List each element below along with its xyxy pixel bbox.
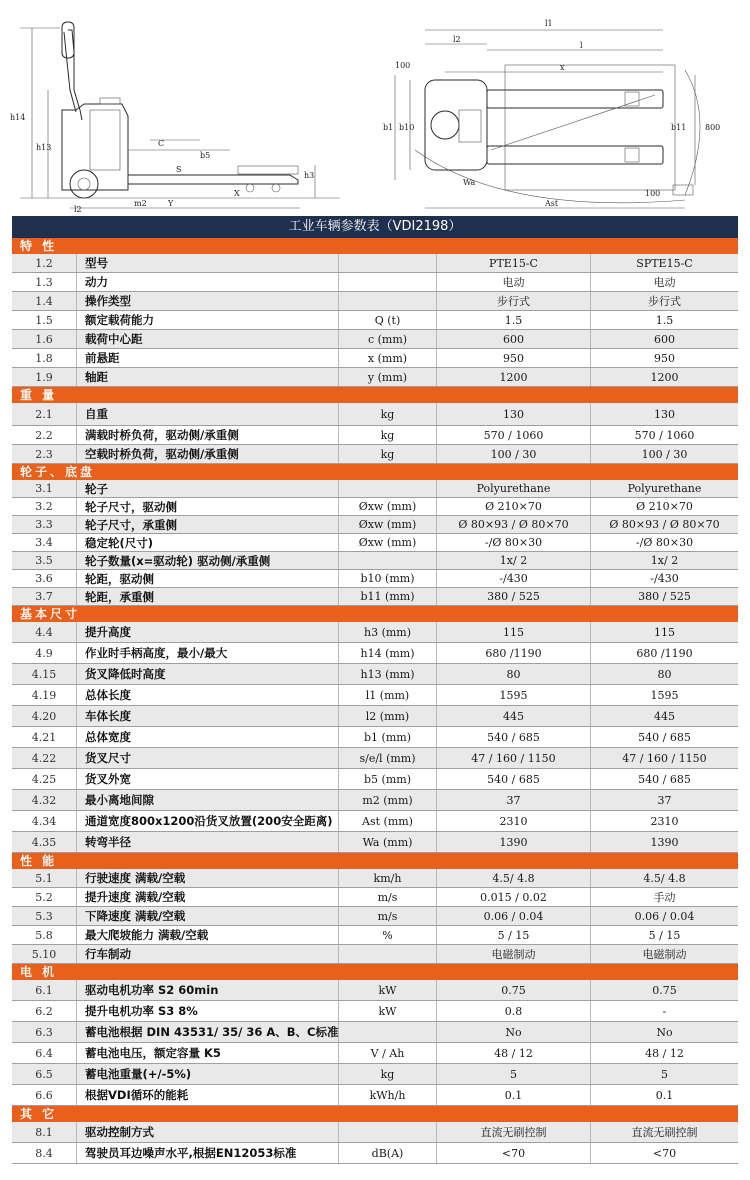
spec-row	[12, 588, 738, 606]
spec-row	[12, 480, 738, 498]
row-id: 3.3	[35, 518, 53, 531]
section-header: 电 机	[12, 964, 738, 980]
spec-row	[12, 869, 738, 888]
dim-100-top: 100	[395, 61, 411, 70]
row-value-spte15c: 0.06 / 0.04	[590, 907, 738, 925]
row-value-pte15c: 0.06 / 0.04	[436, 907, 590, 925]
row-unit: kW	[338, 980, 436, 1000]
spec-row	[12, 664, 738, 685]
row-id: 4.19	[31, 688, 57, 702]
spec-row	[12, 426, 738, 445]
dim-b10: b10	[399, 123, 415, 132]
row-value-pte15c: 4.5/ 4.8	[436, 869, 590, 887]
row-id: 4.9	[35, 646, 53, 660]
dim-l1: l1	[545, 19, 553, 28]
spec-row	[12, 311, 738, 330]
row-unit: kg	[338, 426, 436, 444]
spec-row	[12, 498, 738, 516]
row-unit	[338, 945, 436, 963]
row-value-spte15c: 1595	[590, 685, 738, 705]
spec-table	[12, 238, 738, 1164]
spec-row	[12, 1022, 738, 1043]
row-value-pte15c: 直流无刷控制	[436, 1122, 590, 1142]
row-value-pte15c: 115	[436, 622, 590, 642]
row-value-spte15c: 1200	[590, 368, 738, 386]
row-value-spte15c: SPTE15-C	[590, 254, 738, 272]
row-name: 转弯半径	[76, 832, 338, 852]
row-unit: kW	[338, 1001, 436, 1021]
row-name: 总体宽度	[76, 727, 338, 747]
row-name: 轮子	[76, 480, 338, 497]
dim-h14: h14	[10, 113, 26, 122]
row-id: 8.4	[35, 1146, 53, 1160]
spec-row	[12, 769, 738, 790]
dim-s: S	[176, 165, 182, 174]
row-id: 3.6	[35, 572, 53, 585]
row-unit: b1 (mm)	[338, 727, 436, 747]
row-value-pte15c: 5	[436, 1064, 590, 1084]
row-value-spte15c: 1x/ 2	[590, 552, 738, 569]
spec-row	[12, 330, 738, 349]
row-id: 5.2	[35, 890, 53, 904]
row-name: 自重	[76, 403, 338, 425]
row-unit	[338, 552, 436, 569]
technical-drawings	[0, 0, 750, 215]
dim-l2-top: l2	[453, 35, 461, 44]
row-id: 1.5	[35, 313, 53, 327]
row-value-spte15c: 手动	[590, 888, 738, 906]
row-name: 轮子数量(x=驱动轮) 驱动侧/承重侧	[76, 552, 338, 569]
row-value-pte15c: 80	[436, 664, 590, 684]
row-value-spte15c: 600	[590, 330, 738, 348]
row-name: 额定载荷能力	[76, 311, 338, 329]
dim-b11: b11	[671, 123, 687, 132]
row-unit	[338, 292, 436, 310]
row-id: 3.4	[35, 536, 53, 549]
row-value-spte15c: 2310	[590, 811, 738, 831]
row-unit: b11 (mm)	[338, 588, 436, 605]
row-value-spte15c: 48 / 12	[590, 1043, 738, 1063]
dim-y: Y	[168, 199, 174, 208]
row-id: 6.4	[35, 1046, 53, 1060]
dim-ast: Ast	[545, 199, 559, 208]
section-header: 其 它	[12, 1106, 738, 1122]
spec-row	[12, 1064, 738, 1085]
row-unit	[338, 480, 436, 497]
row-id: 6.2	[35, 1004, 53, 1018]
row-value-spte15c: 380 / 525	[590, 588, 738, 605]
row-value-pte15c: 0.75	[436, 980, 590, 1000]
row-name: 驱动控制方式	[76, 1122, 338, 1142]
spec-row	[12, 445, 738, 464]
row-value-spte15c: 5 / 15	[590, 926, 738, 944]
row-name: 提升电机功率 S3 8%	[76, 1001, 338, 1021]
row-name: 轴距	[76, 368, 338, 386]
side-view-drawing	[0, 0, 345, 215]
spec-row	[12, 888, 738, 907]
row-name: 提升速度 满载/空载	[76, 888, 338, 906]
row-unit: h14 (mm)	[338, 643, 436, 663]
dim-c: C	[158, 139, 165, 148]
spec-row	[12, 706, 738, 727]
row-name: 根据VDI循环的能耗	[76, 1085, 338, 1105]
row-id: 3.2	[35, 500, 53, 513]
row-name: 轮子尺寸，承重侧	[76, 516, 338, 533]
row-name: 驾驶员耳边噪声水平,根据EN12053标准	[76, 1143, 338, 1163]
row-name: 满载时桥负荷，驱动侧/承重侧	[76, 426, 338, 444]
row-value-spte15c: 电动	[590, 273, 738, 291]
row-value-pte15c: -/430	[436, 570, 590, 587]
row-value-spte15c: -	[590, 1001, 738, 1021]
spec-row	[12, 945, 738, 964]
row-name: 货叉尺寸	[76, 748, 338, 768]
spec-row	[12, 643, 738, 664]
row-id: 2.1	[35, 407, 53, 421]
spec-row	[12, 1122, 738, 1143]
row-value-pte15c: 950	[436, 349, 590, 367]
row-id: 1.8	[35, 351, 53, 365]
row-name: 型号	[76, 254, 338, 272]
dim-h13: h13	[36, 143, 52, 152]
row-value-pte15c: 0.1	[436, 1085, 590, 1105]
row-unit: b5 (mm)	[338, 769, 436, 789]
row-name: 稳定轮(尺寸)	[76, 534, 338, 551]
row-value-spte15c: <70	[590, 1143, 738, 1163]
dim-x: X	[234, 189, 240, 198]
spec-row	[12, 516, 738, 534]
row-id: 6.5	[35, 1067, 53, 1081]
row-id: 1.2	[35, 256, 53, 270]
row-value-pte15c: 0.8	[436, 1001, 590, 1021]
row-unit: m2 (mm)	[338, 790, 436, 810]
row-unit: Q (t)	[338, 311, 436, 329]
row-value-pte15c: 电动	[436, 273, 590, 291]
row-value-pte15c: 电磁制动	[436, 945, 590, 963]
row-value-pte15c: 680 /1190	[436, 643, 590, 663]
row-unit: kg	[338, 1064, 436, 1084]
row-value-spte15c: 0.1	[590, 1085, 738, 1105]
row-id: 5.8	[35, 928, 53, 942]
row-value-pte15c: 1390	[436, 832, 590, 852]
spec-row	[12, 570, 738, 588]
row-name: 车体长度	[76, 706, 338, 726]
spec-row	[12, 980, 738, 1001]
section-header: 轮子、底盘	[12, 464, 738, 480]
row-value-pte15c: Ø 210×70	[436, 498, 590, 515]
row-unit: c (mm)	[338, 330, 436, 348]
row-value-pte15c: 5 / 15	[436, 926, 590, 944]
row-value-pte15c: 540 / 685	[436, 727, 590, 747]
row-value-pte15c: 570 / 1060	[436, 426, 590, 444]
row-unit: dB(A)	[338, 1143, 436, 1163]
section-header: 重 量	[12, 387, 738, 403]
spec-row	[12, 727, 738, 748]
row-name: 轮子尺寸，驱动侧	[76, 498, 338, 515]
row-name: 操作类型	[76, 292, 338, 310]
row-value-pte15c: 600	[436, 330, 590, 348]
row-name: 蓄电池重量(+/-5%)	[76, 1064, 338, 1084]
row-name: 最小离地间隙	[76, 790, 338, 810]
row-value-pte15c: <70	[436, 1143, 590, 1163]
row-unit	[338, 1022, 436, 1042]
row-name: 行车制动	[76, 945, 338, 963]
row-unit: Øxw (mm)	[338, 516, 436, 533]
row-id: 3.1	[35, 482, 53, 495]
row-name: 货叉降低时高度	[76, 664, 338, 684]
dim-h3: h3	[304, 171, 315, 180]
row-id: 6.1	[35, 983, 53, 997]
row-unit	[338, 273, 436, 291]
row-id: 4.21	[31, 730, 57, 744]
row-value-pte15c: 1595	[436, 685, 590, 705]
dim-m2: m2	[134, 199, 147, 208]
row-id: 5.1	[35, 871, 53, 885]
row-name: 蓄电池根据 DIN 43531/ 35/ 36 A、B、C标准	[76, 1022, 338, 1042]
row-value-spte15c: 680 /1190	[590, 643, 738, 663]
spec-row	[12, 292, 738, 311]
row-unit: kWh/h	[338, 1085, 436, 1105]
row-value-spte15c: 步行式	[590, 292, 738, 310]
row-value-spte15c: 5	[590, 1064, 738, 1084]
row-unit: l1 (mm)	[338, 685, 436, 705]
row-id: 1.9	[35, 370, 53, 384]
row-value-pte15c: 540 / 685	[436, 769, 590, 789]
spec-row	[12, 273, 738, 292]
row-unit: Øxw (mm)	[338, 534, 436, 551]
dim-l: l	[580, 41, 583, 50]
row-value-pte15c: 100 / 30	[436, 445, 590, 463]
row-value-pte15c: 步行式	[436, 292, 590, 310]
row-unit: kg	[338, 403, 436, 425]
dim-b1: b1	[383, 123, 394, 132]
spec-row	[12, 534, 738, 552]
row-value-spte15c: 100 / 30	[590, 445, 738, 463]
row-value-spte15c: 950	[590, 349, 738, 367]
row-id: 2.3	[35, 447, 53, 461]
row-value-spte15c: 115	[590, 622, 738, 642]
spec-row	[12, 403, 738, 426]
row-id: 3.7	[35, 590, 53, 603]
row-id: 4.34	[31, 814, 57, 828]
spec-row	[12, 832, 738, 853]
row-value-pte15c: 380 / 525	[436, 588, 590, 605]
row-name: 轮距，承重侧	[76, 588, 338, 605]
row-unit: m/s	[338, 888, 436, 906]
row-value-pte15c: 0.015 / 0.02	[436, 888, 590, 906]
dim-b5: b5	[200, 151, 211, 160]
row-value-pte15c: 1.5	[436, 311, 590, 329]
row-value-spte15c: 540 / 685	[590, 727, 738, 747]
row-value-spte15c: 130	[590, 403, 738, 425]
dim-x-top: x	[560, 63, 565, 72]
row-unit: h13 (mm)	[338, 664, 436, 684]
row-value-spte15c: 37	[590, 790, 738, 810]
row-unit: V / Ah	[338, 1043, 436, 1063]
row-name: 驱动电机功率 S2 60min	[76, 980, 338, 1000]
row-value-spte15c: Ø 210×70	[590, 498, 738, 515]
row-value-spte15c: 电磁制动	[590, 945, 738, 963]
row-value-pte15c: 445	[436, 706, 590, 726]
row-name: 轮距，驱动侧	[76, 570, 338, 587]
dim-wa: Wa	[463, 178, 476, 187]
row-id: 4.4	[35, 625, 53, 639]
row-value-spte15c: No	[590, 1022, 738, 1042]
row-unit: Wa (mm)	[338, 832, 436, 852]
spec-row	[12, 552, 738, 570]
row-id: 1.3	[35, 275, 53, 289]
spec-row	[12, 1043, 738, 1064]
section-header: 特 性	[12, 238, 738, 254]
spec-row	[12, 622, 738, 643]
spec-row	[12, 811, 738, 832]
row-id: 5.3	[35, 909, 53, 923]
row-value-pte15c: 47 / 160 / 1150	[436, 748, 590, 768]
row-value-pte15c: -/Ø 80×30	[436, 534, 590, 551]
row-unit: h3 (mm)	[338, 622, 436, 642]
row-name: 蓄电池电压，额定容量 K5	[76, 1043, 338, 1063]
row-value-spte15c: 4.5/ 4.8	[590, 869, 738, 887]
row-name: 行驶速度 满载/空载	[76, 869, 338, 887]
row-value-pte15c: 1200	[436, 368, 590, 386]
row-value-pte15c: 2310	[436, 811, 590, 831]
dim-100-bottom: 100	[645, 189, 661, 198]
row-name: 提升高度	[76, 622, 338, 642]
spec-row	[12, 254, 738, 273]
spec-row	[12, 926, 738, 945]
row-value-pte15c: PTE15-C	[436, 254, 590, 272]
row-id: 4.20	[31, 709, 57, 723]
spec-row	[12, 368, 738, 387]
row-unit: %	[338, 926, 436, 944]
spec-row	[12, 1001, 738, 1022]
top-view-drawing	[355, 0, 745, 215]
sheet-title: 工业车辆参数表（VDI2198）	[12, 216, 738, 238]
row-value-spte15c: 80	[590, 664, 738, 684]
row-value-pte15c: 1x/ 2	[436, 552, 590, 569]
row-name: 通道宽度800x1200沿货叉放置(200安全距离)	[76, 811, 338, 831]
section-header: 基本尺寸	[12, 606, 738, 622]
row-value-spte15c: -/Ø 80×30	[590, 534, 738, 551]
row-value-spte15c: 1.5	[590, 311, 738, 329]
row-value-pte15c: Ø 80×93 / Ø 80×70	[436, 516, 590, 533]
row-value-spte15c: 0.75	[590, 980, 738, 1000]
spec-row	[12, 907, 738, 926]
row-unit: km/h	[338, 869, 436, 887]
row-unit	[338, 1122, 436, 1142]
spec-row	[12, 748, 738, 769]
row-value-pte15c: Polyurethane	[436, 480, 590, 497]
row-unit: y (mm)	[338, 368, 436, 386]
row-id: 1.4	[35, 294, 53, 308]
row-value-spte15c: 直流无刷控制	[590, 1122, 738, 1142]
row-value-pte15c: 48 / 12	[436, 1043, 590, 1063]
row-value-spte15c: Ø 80×93 / Ø 80×70	[590, 516, 738, 533]
row-id: 4.32	[31, 793, 57, 807]
spec-row	[12, 349, 738, 368]
row-name: 货叉外宽	[76, 769, 338, 789]
row-name: 空载时桥负荷，驱动侧/承重侧	[76, 445, 338, 463]
row-unit: m/s	[338, 907, 436, 925]
row-name: 载荷中心距	[76, 330, 338, 348]
row-value-pte15c: No	[436, 1022, 590, 1042]
row-id: 8.1	[35, 1125, 53, 1139]
row-unit: Øxw (mm)	[338, 498, 436, 515]
row-id: 6.6	[35, 1088, 53, 1102]
spec-row	[12, 685, 738, 706]
row-name: 前悬距	[76, 349, 338, 367]
row-value-spte15c: 47 / 160 / 1150	[590, 748, 738, 768]
row-value-spte15c: 540 / 685	[590, 769, 738, 789]
row-unit: x (mm)	[338, 349, 436, 367]
row-value-pte15c: 37	[436, 790, 590, 810]
row-unit: s/e/l (mm)	[338, 748, 436, 768]
row-id: 2.2	[35, 428, 53, 442]
row-value-spte15c: -/430	[590, 570, 738, 587]
dim-l2: l2	[74, 205, 82, 214]
row-name: 最大爬坡能力 满载/空载	[76, 926, 338, 944]
row-id: 4.22	[31, 751, 57, 765]
row-name: 动力	[76, 273, 338, 291]
spec-row	[12, 790, 738, 811]
row-name: 总体长度	[76, 685, 338, 705]
section-header: 性 能	[12, 853, 738, 869]
row-value-spte15c: Polyurethane	[590, 480, 738, 497]
row-id: 4.15	[31, 667, 57, 681]
row-id: 4.25	[31, 772, 57, 786]
row-value-spte15c: 1390	[590, 832, 738, 852]
row-id: 6.3	[35, 1025, 53, 1039]
row-id: 3.5	[35, 554, 53, 567]
row-name: 下降速度 满载/空载	[76, 907, 338, 925]
row-unit: kg	[338, 445, 436, 463]
row-value-pte15c: 130	[436, 403, 590, 425]
row-id: 4.35	[31, 835, 57, 849]
row-id: 1.6	[35, 332, 53, 346]
row-value-spte15c: 445	[590, 706, 738, 726]
row-unit	[338, 254, 436, 272]
row-unit: l2 (mm)	[338, 706, 436, 726]
row-unit: Ast (mm)	[338, 811, 436, 831]
spec-row	[12, 1085, 738, 1106]
row-name: 作业时手柄高度，最小/最大	[76, 643, 338, 663]
row-id: 5.10	[31, 947, 57, 961]
row-value-spte15c: 570 / 1060	[590, 426, 738, 444]
spec-row	[12, 1143, 738, 1164]
row-unit: b10 (mm)	[338, 570, 436, 587]
dim-800: 800	[705, 123, 721, 132]
